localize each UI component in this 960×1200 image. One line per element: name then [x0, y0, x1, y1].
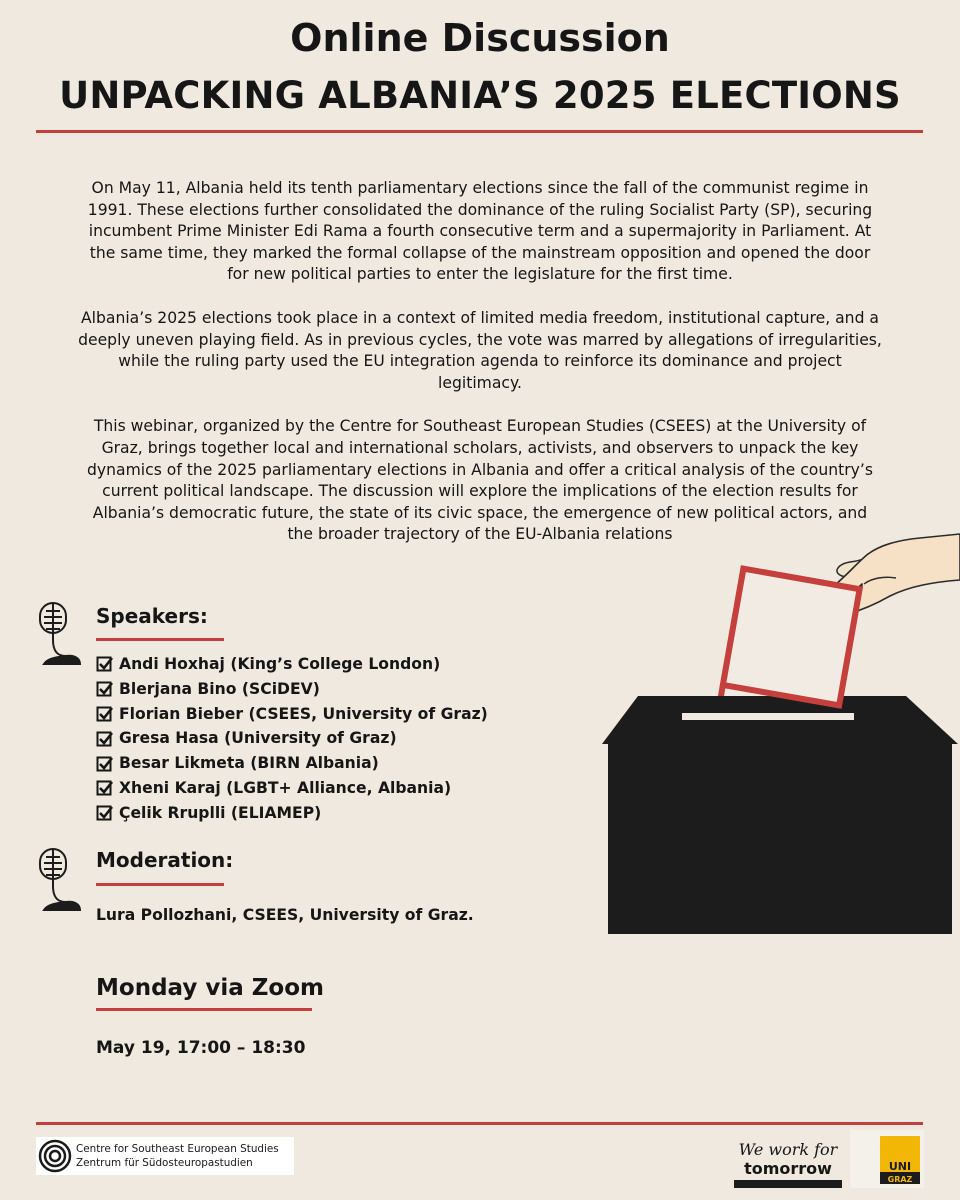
centre-name-de: Zentrum für Südosteuropastudien — [76, 1157, 253, 1169]
event-datetime: May 19, 17:00 – 18:30 — [96, 1038, 306, 1058]
page-title: UNPACKING ALBANIA’S 2025 ELECTIONS — [59, 74, 901, 117]
slogan — [734, 1138, 842, 1188]
event-heading: Monday via Zoom — [96, 975, 324, 1001]
slogan-line-2: tomorrow — [744, 1159, 832, 1178]
speaker-item — [96, 751, 488, 776]
speakers-heading: Speakers: — [96, 604, 208, 628]
csees-logo — [36, 1137, 294, 1175]
intro-paragraph-3: This webinar, organized by the Centre for Southeast European Studies (CSEES) at the University of Graz, brings together local and international scholars, activists, and observers to unpack the key dynamics of the 2025 parliamentary elections in Albania and offer a critical analysis of the country’s current political landscape. The discussion will explore the implications of the election results for Albania’s democratic future, the state of its civic space, the emergence of new political actors, and the broader trajectory of the EU-Albania relations — [87, 417, 873, 544]
microphone-icon — [34, 600, 86, 668]
checkbox-checked-icon — [96, 804, 114, 822]
checkbox-checked-icon — [96, 680, 114, 698]
speaker-item — [96, 652, 488, 677]
event-type-title: Online Discussion — [290, 16, 670, 60]
checkbox-checked-icon — [96, 705, 114, 723]
checkbox-checked-icon — [96, 755, 114, 773]
intro-paragraph-1: On May 11, Albania held its tenth parliamentary elections since the fall of the communist regime in 1991. These elections further consolidated the dominance of the ruling Socialist Party (SP), securing incumbent Prime Minister Edi Rama a fourth consecutive term and a supermajority in Parliament. At the same time, they marked the formal collapse of the mainstream opposition and opened the door for new political parties to enter the legislature for the first time. — [87, 179, 873, 284]
centre-name-en: Centre for Southeast European Studies — [76, 1143, 279, 1155]
speaker-name: Xheni Karaj (LGBT+ Alliance, Albania) — [119, 778, 452, 797]
uni-graz-logo — [850, 1130, 924, 1188]
speaker-name: Andi Hoxhaj (King’s College London) — [119, 655, 441, 673]
speaker-name: Besar Likmeta (BIRN Albania) — [119, 754, 379, 773]
speakers-list — [96, 652, 488, 826]
intro-paragraph-2: Albania’s 2025 elections took place in a context of limited media freedom, institutional capture, and a deeply uneven playing field. As in previous cycles, the vote was marred by allegations of irregularities, while the ruling party used the EU integration agenda to reinforce its dominance and project legitimacy. — [78, 308, 882, 392]
speaker-item — [96, 801, 488, 826]
intro-text — [78, 178, 882, 568]
uni-logo-bottom-text: GRAZ — [887, 1175, 913, 1184]
event-underline — [96, 1008, 312, 1011]
speaker-item — [96, 776, 488, 801]
slogan-line-1: We work for — [738, 1140, 838, 1159]
speaker-item — [96, 677, 488, 702]
speaker-item — [96, 726, 488, 751]
moderation-underline — [96, 883, 224, 886]
header-divider — [36, 130, 923, 133]
speaker-item — [96, 702, 488, 727]
speakers-underline — [96, 638, 224, 641]
slogan-bar — [734, 1180, 842, 1188]
speaker-name: Çelik Rruplli (ELIAMEP) — [119, 803, 322, 822]
footer-divider — [36, 1122, 923, 1125]
uni-logo-top-text: UNI — [888, 1160, 912, 1173]
checkbox-checked-icon — [96, 730, 114, 748]
speaker-name: Florian Bieber (CSEES, University of Graz) — [119, 704, 488, 723]
moderator-name: Lura Pollozhani, CSEES, University of Graz. — [96, 906, 474, 924]
moderation-heading: Moderation: — [96, 848, 234, 872]
checkbox-checked-icon — [96, 779, 114, 797]
checkbox-checked-icon — [96, 655, 114, 673]
ballot-box-illustration — [600, 520, 960, 940]
speaker-name: Gresa Hasa (University of Graz) — [119, 729, 397, 748]
microphone-icon — [34, 846, 86, 914]
concentric-circles-logo-icon — [38, 1139, 72, 1173]
speaker-name: Blerjana Bino (SCiDEV) — [119, 679, 320, 698]
